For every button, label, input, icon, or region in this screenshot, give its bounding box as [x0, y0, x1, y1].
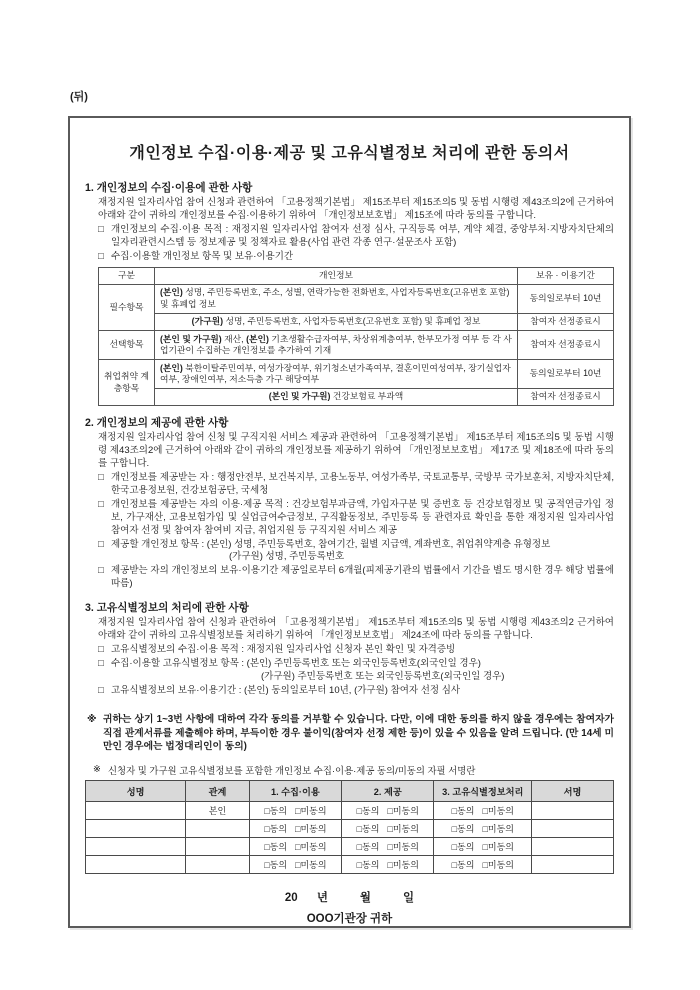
name-cell[interactable]: [86, 856, 186, 874]
relation-cell[interactable]: [186, 820, 249, 838]
bullet-text: 수집·이용할 개인정보 항목 및 보유·이용기간: [111, 250, 294, 262]
signature-section-note: [93, 763, 614, 777]
consent-cell-unique-id[interactable]: [434, 820, 532, 838]
header-unique-id-processing: 3. 고유식별정보처리: [434, 781, 532, 802]
subject-tag: (본인): [160, 362, 183, 373]
column-header-retention: 보유 · 이용기간: [518, 267, 614, 284]
bullet-text: [111, 658, 614, 684]
agree-checkbox[interactable]: □동의: [264, 842, 288, 853]
disagree-checkbox[interactable]: □미동의: [482, 806, 514, 817]
consent-cell-provision[interactable]: [342, 838, 434, 856]
retention-cell: 동의일로부터 10년: [518, 284, 614, 313]
name-cell[interactable]: [86, 802, 186, 820]
subject-tag: (가구원): [191, 316, 224, 327]
refusal-notice-text: 귀하는 상기 1~3번 사항에 대하여 각각 동의를 거부할 수 있습니다. 다만, 이에 대한 동의를 하지 않을 경우에는 참여자가 직접 관계서류를 제출해야 하며, 부득이한 경우 불이익(참여자 선정 제한 등)이 있을 수 있음을 알려 드립니다. (만 14세 미만인 경우에는 법정대리인이 동의): [103, 713, 614, 753]
table-row: [99, 331, 614, 360]
signature-cell[interactable]: [532, 820, 614, 838]
agree-checkbox[interactable]: □동의: [356, 842, 380, 853]
agree-checkbox[interactable]: □동의: [451, 860, 475, 871]
signature-cell[interactable]: [532, 802, 614, 820]
refusal-notice: [87, 713, 614, 755]
signature-row: [86, 838, 614, 856]
section1-bullet-purpose: [98, 224, 614, 250]
consent-cell-collection[interactable]: [249, 856, 341, 874]
disagree-checkbox[interactable]: □미동의: [387, 824, 419, 835]
section2-bullet-recipients: [98, 472, 614, 498]
name-cell[interactable]: [86, 838, 186, 856]
section2-heading: 2. 개인정보의 제공에 관한 사항: [85, 417, 229, 430]
retention-cell: 동의일로부터 10년: [518, 360, 614, 389]
agree-checkbox[interactable]: □동의: [451, 824, 475, 835]
consent-cell-provision[interactable]: [342, 820, 434, 838]
disagree-checkbox[interactable]: □미동의: [295, 860, 327, 871]
agree-checkbox[interactable]: □동의: [264, 860, 288, 871]
signature-table-header-row: [86, 781, 614, 802]
bullet-line: 제공할 개인정보 항목 : (본인) 성명, 주민등록번호, 참여기간, 월별 지급액, 계좌번호, 취업취약계층 유형정보: [111, 538, 551, 550]
square-bullet-icon: □: [98, 657, 104, 669]
header-name: 성명: [86, 781, 186, 802]
info-text: 기초생활수급자여부, 차상위계층여부, 한부모가정 여부 등 각 사업기관이 수집하는 개인정보를 추가하여 기재: [160, 333, 512, 356]
header-collection-use: 1. 수집·이용: [249, 781, 341, 802]
section3-intro: 재정지원 일자리사업 참여 신청과 관련하여 「고용정책기본법」 제15조부터 제15조의5 및 동법 시행령 제43조의2 근거하여 아래와 같이 귀하의 고유식별정보를 처리하기 위하여 「개인정보보호법」 제24조에 따라 동의를 구합니다.: [98, 617, 614, 642]
header-relation: 관계: [186, 781, 249, 802]
retention-cell: 참여자 선정종료시: [518, 313, 614, 330]
info-text: 성명, 주민등록번호, 주소, 성별, 연락가능한 전화번호, 사업자등록번호(고유번호 포함) 및 휴폐업 정보: [160, 287, 510, 309]
section3-heading: 3. 고유식별정보의 처리에 관한 사항: [85, 602, 249, 615]
bullet-text: 고유식별정보의 보유·이용기간 : (본인) 동의일로부터 10년, (가구원) 참여자 선정 심사: [111, 684, 461, 696]
consent-signature-table: [85, 780, 614, 874]
square-bullet-icon: □: [98, 498, 104, 510]
header-signature: 서명: [532, 781, 614, 802]
section1-heading: 1. 개인정보의 수집·이용에 관한 사항: [85, 182, 253, 194]
signature-row: [86, 820, 614, 838]
consent-cell-collection[interactable]: [249, 820, 341, 838]
agree-checkbox[interactable]: □동의: [451, 806, 475, 817]
section2-intro: 재정지원 일자리사업 참여 신청 및 구직지원 서비스 제공과 관련하여 「고용정책기본법」 제15조부터 제15조의5 및 동법 시행령 제43조의2에 근거하여 아래와 같이 귀하의 개인정보를 제공하기 위하여 「개인정보보호법」 제17조 및 제18조에 따라 동의를 구합니다.: [98, 432, 614, 470]
consent-cell-unique-id[interactable]: [434, 838, 532, 856]
relation-cell: 본인: [186, 802, 249, 820]
page-side-label: (뒤): [70, 91, 88, 103]
header-provision: 2. 제공: [342, 781, 434, 802]
disagree-checkbox[interactable]: □미동의: [482, 860, 514, 871]
section-provision: [85, 415, 614, 591]
relation-cell[interactable]: [186, 856, 249, 874]
agree-checkbox[interactable]: □동의: [356, 806, 380, 817]
consent-form: [68, 116, 631, 928]
square-bullet-icon: □: [98, 250, 104, 262]
signature-cell[interactable]: [532, 856, 614, 874]
retention-cell: 참여자 선정종료시: [518, 388, 614, 405]
section3-bullet-retention: [98, 685, 614, 698]
square-bullet-icon: □: [98, 565, 104, 577]
consent-cell-collection[interactable]: [249, 838, 341, 856]
agree-checkbox[interactable]: □동의: [356, 824, 380, 835]
square-bullet-icon: □: [98, 472, 104, 484]
info-text: 건강보험료 부과액: [330, 391, 404, 402]
table-row: [99, 360, 614, 389]
retention-cell: 참여자 선정종료시: [518, 331, 614, 360]
section1-intro: 재정지원 일자리사업 참여 신청과 관련하여 「고용정책기본법」 제15조부터 제15조의5 및 동법 시행령 제43조의2에 근거하여 아래와 같이 귀하의 개인정보를 수집·이용하기 위하여 「개인정보보호법」 제15조에 따라 동의를 구합니다.: [98, 197, 614, 221]
column-header-personal-info: 개인정보: [155, 267, 518, 284]
section2-bullet-items: [98, 539, 614, 565]
subject-tag: (본인 및 가구원): [268, 391, 331, 402]
category-cell-vulnerable: 취업취약 계층항목: [99, 360, 155, 406]
disagree-checkbox[interactable]: □미동의: [482, 842, 514, 853]
info-cell: [155, 360, 518, 389]
form-title: 개인정보 수집·이용·제공 및 고유식별정보 처리에 관한 동의서: [129, 145, 570, 162]
consent-cell-provision[interactable]: [342, 856, 434, 874]
recipient-line: OOO기관장 귀하: [306, 913, 393, 926]
subject-tag: (본인): [246, 333, 269, 344]
bullet-text: 고유식별정보의 수집·이용 목적 : 재정지원 일자리사업 신청자 본인 확인 및 자격증빙: [111, 644, 456, 656]
category-cell-optional: 선택항목: [99, 331, 155, 360]
square-bullet-icon: □: [98, 644, 104, 656]
agree-checkbox[interactable]: □동의: [356, 860, 380, 871]
consent-cell-collection[interactable]: [249, 802, 341, 820]
disagree-checkbox[interactable]: □미동의: [387, 842, 419, 853]
signature-row: [86, 856, 614, 874]
reference-mark-icon: ※: [93, 763, 101, 775]
consent-cell-provision[interactable]: [342, 802, 434, 820]
relation-cell[interactable]: [186, 838, 249, 856]
bullet-text: 개인정보의 수집·이용 목적 : 재정지원 일자리사업 참여자 선정 심사, 구직등록 여부, 계약 체결, 중앙부처·지방자치단체의 일자리관련시스템 등 정보제공 및 정책자료 활용(사업 관련 각종 연구·설문조사 포함): [111, 223, 614, 248]
consent-cell-unique-id[interactable]: [434, 802, 532, 820]
bullet-subline: (가구원) 주민등록번호 또는 외국인등록번호(외국인일 경우): [261, 670, 505, 682]
disagree-checkbox[interactable]: □미동의: [387, 806, 419, 817]
disagree-checkbox[interactable]: □미동의: [295, 806, 327, 817]
bullet-text: 개인정보를 제공받는 자 : 행정안전부, 보건복지부, 고용노동부, 여성가족부, 국토교통부, 국방부 국가보훈처, 지방자치단체, 한국고용정보원, 건강보험공단, 국세청: [111, 472, 614, 496]
info-cell: [155, 388, 518, 405]
table-row: [99, 388, 614, 405]
square-bullet-icon: □: [98, 684, 104, 696]
section3-bullet-items: [98, 658, 614, 684]
section2-bullet-retention: [98, 565, 614, 591]
section-collection-use: [85, 180, 614, 406]
info-cell: [155, 284, 518, 313]
info-cell: [155, 313, 518, 330]
section1-bullet-items: [98, 251, 614, 264]
table-header-row: [99, 267, 614, 284]
bullet-text: 개인정보를 제공받는 자의 이용·제공 목적 : 건강보험부과금액, 가입자구분 및 증번호 등 건강보험정보 및 공적연금가입 정보, 가구재산, 고용보험가입 및 실업급여수급정보, 구직활동정보, 주민등록 등 관련자료 확인을 통한 재정지원 일자리사업 참여자 선정 및 참여자 참여비 지급, 취업지원 등 구직지원 서비스 제공: [111, 498, 614, 536]
disagree-checkbox[interactable]: □미동의: [295, 824, 327, 835]
agree-checkbox[interactable]: □동의: [264, 806, 288, 817]
table-row: [99, 284, 614, 313]
section3-bullet-purpose: [98, 644, 614, 657]
date-line: 20 년 월 일: [284, 892, 415, 905]
name-cell[interactable]: [86, 820, 186, 838]
agree-checkbox[interactable]: □동의: [264, 824, 288, 835]
square-bullet-icon: □: [98, 538, 104, 550]
signature-note-text: 신청자 및 가구원 고유식별정보를 포함한 개인정보 수집·이용·제공 동의/미동의 자필 서명란: [108, 765, 476, 777]
info-text: 북한이탈주민여부, 여성가장여부, 위기청소년가족여부, 결혼이민여성여부, 장기실업자여부, 장애인여부, 저소득층 가구 해당여부: [160, 362, 511, 384]
subject-tag: (본인): [160, 287, 183, 298]
bullet-subline: (가구원) 성명, 주민등록번호: [229, 551, 345, 563]
disagree-checkbox[interactable]: □미동의: [482, 824, 514, 835]
column-header-category: 구분: [99, 267, 155, 284]
section-unique-id: [85, 600, 614, 697]
table-row: [99, 313, 614, 330]
bullet-text: 제공받는 자의 개인정보의 보유·이용기간 제공일로부터 6개월(피제공기관의 법률에서 기간을 별도 명시한 경우 해당 법률에 따름): [111, 565, 614, 590]
signature-row: [86, 802, 614, 820]
signature-cell[interactable]: [532, 838, 614, 856]
consent-cell-unique-id[interactable]: [434, 856, 532, 874]
info-text: 성명, 주민등록번호, 사업자등록번호(고유번호 포함) 및 휴폐업 정보: [223, 316, 481, 327]
section2-bullet-purpose: [98, 499, 614, 538]
agree-checkbox[interactable]: □동의: [451, 842, 475, 853]
info-text: 재산,: [221, 333, 247, 344]
disagree-checkbox[interactable]: □미동의: [387, 860, 419, 871]
bullet-line: 수집·이용할 고유식별정보 항목 : (본인) 주민등록번호 또는 외국인등록번호(외국인일 경우): [111, 657, 481, 669]
info-cell: [155, 331, 518, 360]
disagree-checkbox[interactable]: □미동의: [295, 842, 327, 853]
personal-info-table: [98, 267, 614, 407]
subject-tag: (본인 및 가구원): [160, 333, 222, 344]
bullet-text: [111, 539, 614, 565]
category-cell-required: 필수항목: [99, 284, 155, 330]
square-bullet-icon: □: [98, 223, 104, 235]
reference-mark-icon: ※: [87, 713, 97, 725]
